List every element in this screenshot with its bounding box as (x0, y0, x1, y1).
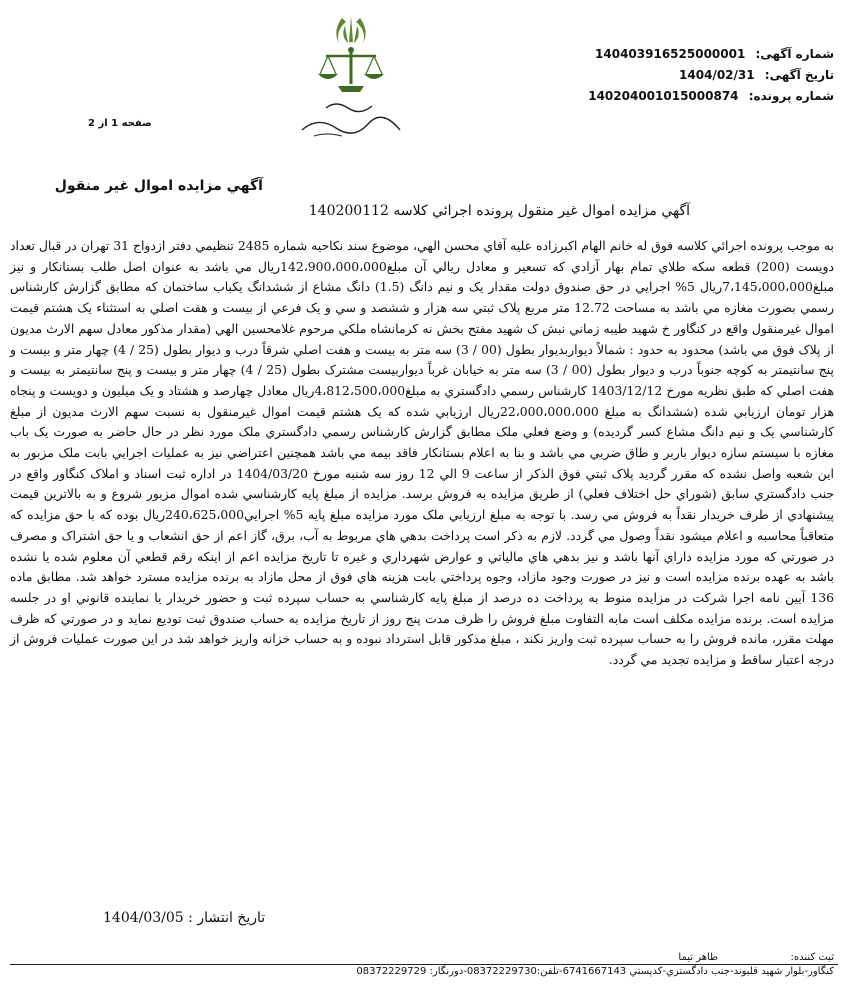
judiciary-emblem-logo (296, 12, 406, 140)
registrar-label: ثبت كننده: (790, 952, 834, 963)
registrar-name: طاهر تيما (678, 952, 718, 963)
ad-date: 1404/02/31 (679, 68, 755, 82)
ad-number-label: شماره آگهی: (755, 47, 834, 61)
notice-subtitle: آگهي مزايده اموال غير منقول پرونده اجرائي كلاسه 140200112 (308, 203, 690, 219)
case-number-label: شماره پرونده: (748, 89, 834, 103)
ad-header-info (588, 44, 834, 107)
case-number-row (588, 86, 834, 107)
notice-body: به موجب پرونده اجرائي كلاسه فوق له خانم الهام اكبرزاده عليه آقاي محسن الهي، موضوع سند نكاحيه شماره 2485 تنظيمي دفتر ازدواج 31 تهران در قبال تعداد دويست (200) قطعه سكه طلاي تمام بهار آزادي كه تسعير و معادل ريالي آن مبلغ142،900،000،000ريال مي باشد به عنوان اصل طلب بستانكار و نيز مبلغ7،145،000،000ريال 5% اجرايي در حق صندوق دولت مقدار يک و نيم دانگ (1.5) دانگ مشاع از ششدانگ يكباب ساختمان كه مطابق گزارش كارشناس رسمي بصورت مغازه مي باشد به مساحت 12.72 متر مربع پلاک ثبتي سه هزار و ششصد و سي و يک فرعي از بيست و هفت اصلي به استثناء يک هشتم قيمت اموال غيرمنقول واقع در كنگاور خ شهيد طيبه زماني نبش ک شهيد مفتح بخش نه كرمانشاه ملكي مرحوم غلامحسين الهي (مقدار مذكور معادل سهم الارث مديون از پلاک فوق مي باشد) محدود به حدود : شمالاً ديواربديوار بطول (00 / 3) سه متر به بيست و هفت اصلي شرقاً درب و ديوار بطول (25 / 4) چهار متر و بيست و پنج سانتيمتر به كوچه جنوباً درب و ديوار بطول (00 / 3) سه متر به خيابان غرباً ديواربيست مشترک بطول (25 / 4) چهار متر و بيست و پنج سانتيمتر به بيست و هفت اصلي كه طبق نظريه مورخ 1403/12/12 كارشناس رسمي دادگستري به مبلغ4،812،500،000ريال معادل چهارصد و هشتاد و يک ميليون و دويست و پنجاه هزار تومان ارزيابي شده (ششدانگ به مبلغ 22،000،000،000ريال ارزيابي شده كه يک هشتم قيمت اموال غيرمنقول به نسبت سهم الارث مديون از مبلغ كارشناسي يک و نيم دانگ مشاع كسر گرديده) و وضع فعلي ملک مطابق گزارش كارشناس رسمي دادگستري ملک مورد نظر در حال حاضر به صورت يک باب مغازه با سيستم سازه ديوار باربر و طاق ضربي مي باشد و بنا به اعلام بستانكار فاقد بيمه مي باشد همچنين اعتراضي نيز به عمليات اجرايي بابت ملک مزبور به اين شعبه واصل نشده كه مقرر گرديد پلاک ثبتي فوق الذكر از ساعت 9 الي 12 روز سه شنبه مورخ 1404/03/20 در اداره ثبت اسناد و املاک كنگاور واقع در جنب دادگستري سابق (شوراي حل اختلاف فعلي) از طريق مزايده به فروش برسد. مزايده از مبلغ پايه كارشناسي شده اموال مزبور شروع و به بالاترين قيمت پيشنهادي از طرف خريدار نقداً به فروش مي رسد. با توجه به مبلغ ارزيابي ملک مورد مزايده مبلغ پايه 5% اجرايي240،625،000ريال بوده كه با حق مزايده كه متعاقباً محاسبه و اعلام ميشود نقداً وصول مي گردد. لازم به ذكر است پرداخت بدهي هاي مربوط به آب، برق، گاز اعم از حق انشعاب و يا حق اشتراک و مصرف در صورتي كه مورد مزايده داراي آنها باشد و نيز بدهي هاي مالياتي و عوارض شهرداري و غيره تا تاريخ مزايده اعم از اينكه رقم قطعي آن معلوم شده يا نشده باشد به عهده برنده مزايده است و نيز در صورت وجود مازاد، وجوه پرداختي بابت هزينه هاي فوق از محل مازاد به برنده مزايده مسترد خواهد شد. مطابق ماده 136 آيين نامه اجرا شركت در مزايده منوط به پرداخت ده درصد از مبلغ پايه كارشناسي به حساب سپرده ثبت و حضور خريدار يا نماينده قانوني او در جلسه مزايده است. برنده مزايده مكلف است مابه التفاوت مبلغ فروش را ظرف مدت پنج روز از تاريخ مزايده به حساب صندوق ثبت توديع نمايد و در صورتي كه ظرف مهلت مقرر، مانده فروش را به حساب سپرده ثبت واريز نكند ، مبلغ مذكور قابل استرداد نبوده و به حساب خزانه واريز خواهد شد در اين صورت عمليات فروش از درجه اعتبار ساقط و مزايده تجديد مي گردد. (10, 238, 835, 668)
footer-divider (10, 964, 838, 965)
page-indicator: صفحه 1 از 2 (88, 118, 152, 129)
publish-date: 1404/03/05 (103, 910, 184, 926)
ad-number: 140403916525000001 (595, 47, 746, 61)
ad-date-row (588, 65, 834, 86)
scales-of-justice-icon (296, 12, 406, 140)
publish-date-label: تاريخ انتشار : (188, 910, 266, 926)
case-number: 140204001015000874 (588, 89, 739, 103)
publish-date-line (103, 910, 265, 926)
notice-title: آگهي مزايده اموال غير منقول (54, 178, 263, 194)
footer-address: كنگاور-بلوار شهيد قليوند-جنب دادگستري-كدپستي 6741667143-تلفن:08372229730-دورنگار: 08372229729 (356, 966, 834, 977)
ad-date-label: تاریخ آگهی: (764, 68, 834, 82)
ad-number-row (588, 44, 834, 65)
